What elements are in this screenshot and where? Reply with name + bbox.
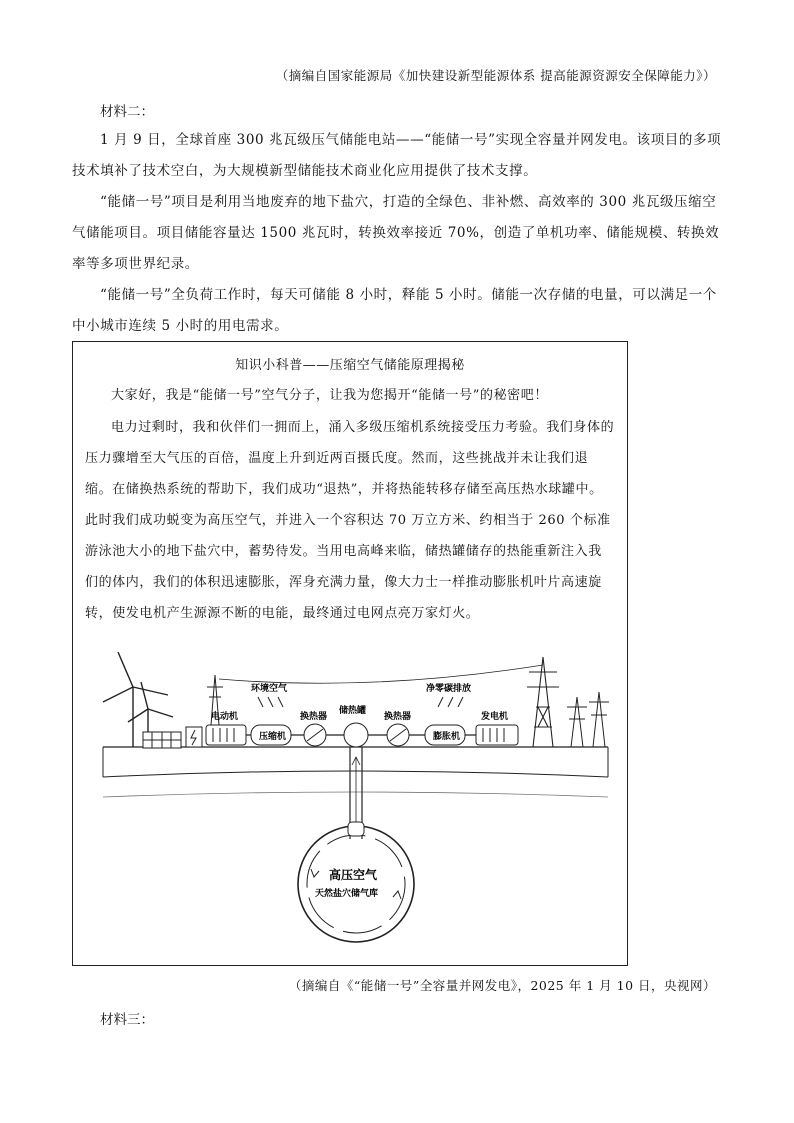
- box-body: 电力过剩时，我和伙伴们一拥而上，涌入多级压缩机系统接受压力考验。我们身体的压力骤增至大气压的百倍，温度上升到近两百摄氏度。然而，这些挑战并未让我们退缩。在储换热系统的帮助下，我们成功“退热”，并将热能转移存储至高压热水球罐中。此时我们成功蜕变为高压空气，并进入一个容积达 70 万立方米、约相当于 260 个标准游泳池大小的地下盐穴中，蓄势待发。当用电高峰来临，储热罐储存的热能重新注入我们的体内，我们的体积迅速膨胀，浑身充满力量，像大力士一样推动膨胀机叶片高速旋转，使发电机产生源源不断的电能，最终通过电网点亮万家灯火。: [85, 420, 615, 621]
- compressor-label: 压缩机: [259, 732, 287, 742]
- box-greeting: 大家好，我是“能储一号”空气分子，让我为您揭开“能储一号”的秘密吧！: [111, 388, 548, 403]
- exhaust-arrow-icon: [438, 697, 463, 707]
- science-box: [72, 341, 628, 966]
- salt-cavern-icon: [298, 822, 414, 942]
- heat-exchanger-icon-2: [387, 724, 409, 746]
- salt-cavern-label: 天然盐穴储气库: [315, 889, 379, 899]
- motor-icon: [206, 725, 246, 745]
- material2-heading: 材料二：: [100, 104, 154, 120]
- power-input-icon: [186, 727, 202, 747]
- heat-exchanger-1-label: 换热器: [300, 712, 328, 722]
- paragraph-2: “能储一号”项目是利用当地废弃的地下盐穴，打造的全绿色、非补燃、高效率的 300 兆瓦级压缩空气储能项目。项目储能容量达 1500 兆瓦时，转换效率接近 70%，创造了单机功率、储能规模、转换效率等多项世界纪录。: [72, 194, 720, 272]
- caes-diagram: [93, 647, 613, 947]
- expander-label: 膨胀机: [433, 732, 461, 742]
- ambient-air-label: 环境空气: [251, 684, 288, 694]
- material3-heading: 材料三：: [100, 1012, 154, 1028]
- paragraph-1: 1 月 9 日，全球首座 300 兆瓦级压气储能电站——“能储一号”实现全容量并网发电。该项目的多项技术填补了技术空白，为大规模新型储能技术商业化应用提供了技术支撑。: [72, 132, 722, 179]
- zero-carbon-label: 净零碳排放: [426, 684, 472, 694]
- heat-storage-tank-label: 储热罐: [339, 706, 367, 716]
- air-arrow-icon: [258, 697, 283, 707]
- source-citation-bottom: （摘编自《“能储一号”全容量并网发电》，2025 年 1 月 10 日，央视网）: [288, 978, 716, 993]
- motor-label: 电动机: [211, 712, 239, 722]
- generator-label: 发电机: [481, 712, 509, 722]
- generator-icon: [476, 725, 518, 745]
- source-citation-top: （摘编自国家能源局《加快建设新型能源体系 提高能源资源安全保障能力》）: [275, 68, 716, 83]
- box-title: 知识小科普——压缩空气储能原理揭秘: [235, 358, 465, 373]
- heat-storage-tank-icon: [344, 723, 368, 747]
- transmission-tower-icon-small: [567, 692, 609, 747]
- heat-exchanger-icon: [304, 724, 326, 746]
- heat-exchanger-2-label: 换热器: [384, 712, 412, 722]
- transmission-tower-icon-large: [527, 657, 559, 747]
- paragraph-3: “能储一号”全负荷工作时，每天可储能 8 小时，释能 5 小时。储能一次存储的电量，可以满足一个中小城市连续 5 小时的用电需求。: [72, 287, 717, 334]
- high-pressure-air-label: 高压空气: [329, 868, 378, 882]
- solar-panel-icon: [143, 732, 181, 748]
